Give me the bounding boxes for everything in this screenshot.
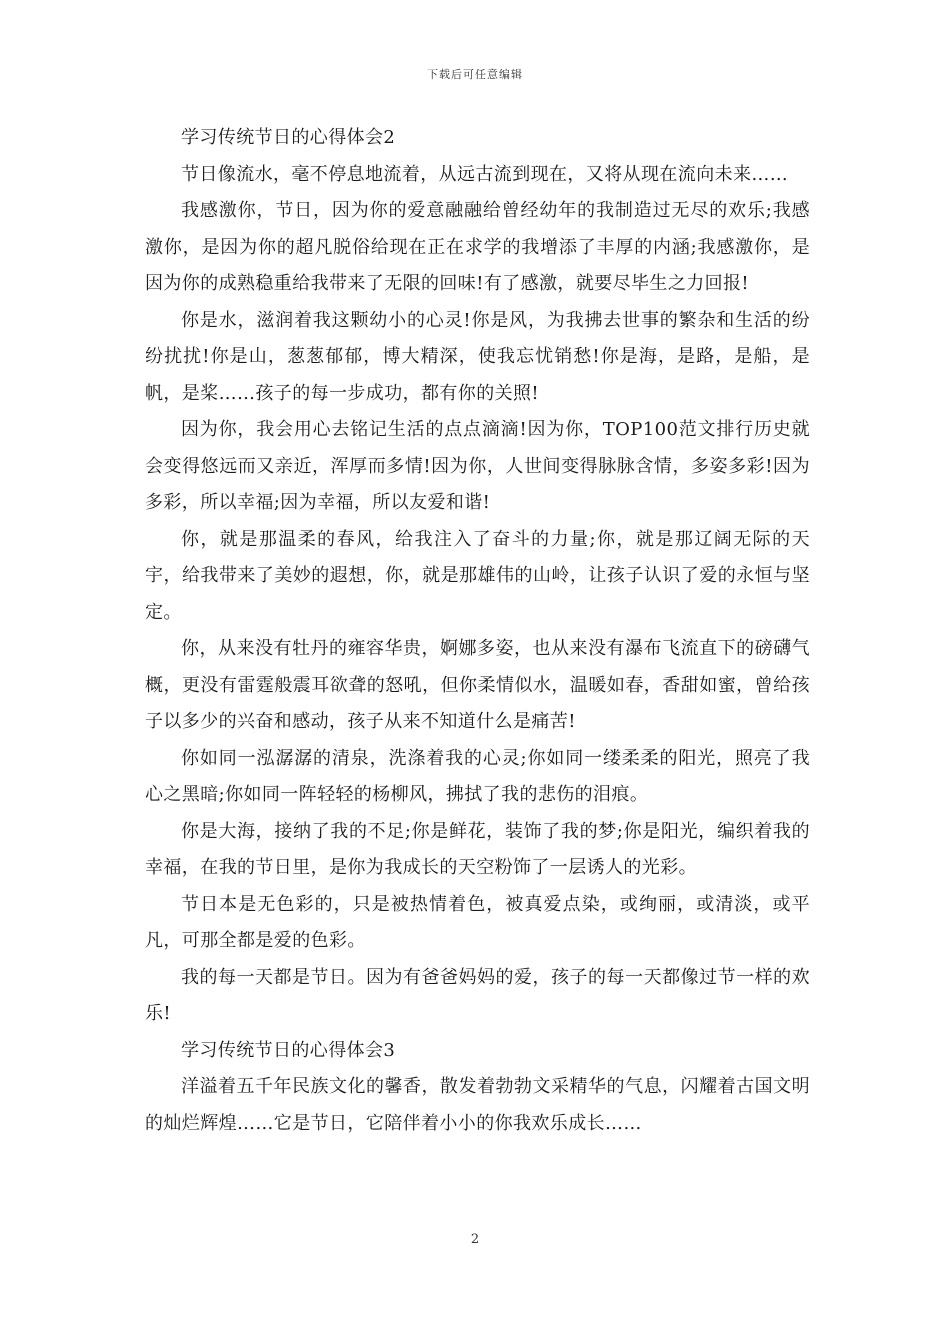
- paragraph: 我感激你，节日，因为你的爱意融融给曾经幼年的我制造过无尽的欢乐;我感激你，是因为你的超凡脱俗给现在正在求学的我增添了丰厚的内涵;我感激你，是因为你的成熟稳重给我带来了无限的回味!有了感激，就要尽毕生之力回报!: [145, 200, 810, 294]
- paragraph: 你如同一泓潺潺的清泉，洗涤着我的心灵;你如同一缕柔柔的阳光，照亮了我心之黑暗;你如同一阵轻轻的杨柳风，拂拭了我的悲伤的泪痕。: [145, 747, 810, 805]
- paragraph: 你是水，滋润着我这颗幼小的心灵!你是风，为我拂去世事的繁杂和生活的纷纷扰扰!你是山，葱葱郁郁，博大精深，使我忘忧销愁!你是海，是路，是船，是帆，是桨……孩子的每一步成功，都有你的关照!: [145, 309, 810, 404]
- paragraph: 节日像流水，毫不停息地流着，从远古流到现在，又将从现在流向未来……: [181, 163, 789, 185]
- section-title: 学习传统节日的心得体会3: [181, 1039, 396, 1061]
- paragraph: 你，从来没有牡丹的雍容华贵，婀娜多姿，也从来没有瀑布飞流直下的磅礴气概，更没有雷霆般震耳欲聋的怒吼，但你柔情似水，温暖如春，香甜如蜜，曾给孩子以多少的兴奋和感动，孩子从来不知道什么是痛苦!: [145, 638, 810, 732]
- document-body: [145, 120, 810, 1142]
- paragraph: 我的每一天都是节日。因为有爸爸妈妈的爱，孩子的每一天都像过节一样的欢乐!: [145, 966, 810, 1024]
- section-title: 学习传统节日的心得体会2: [181, 127, 396, 148]
- paragraph: 节日本是无色彩的，只是被热情着色，被真爱点染，或绚丽，或清淡，或平凡，可那全都是爱的色彩。: [145, 893, 810, 951]
- paragraph: 你，就是那温柔的春风，给我注入了奋斗的力量;你，就是那辽阔无际的天宇，给我带来了美妙的遐想，你，就是那雄伟的山岭，让孩子认识了爱的永恒与坚定。: [145, 528, 810, 623]
- paragraph: 你是大海，接纳了我的不足;你是鲜花，装饰了我的梦;你是阳光，编织着我的幸福，在我的节日里，是你为我成长的天空粉饰了一层诱人的光彩。: [145, 820, 810, 878]
- header-note: 下载后可任意编辑: [427, 68, 523, 81]
- page-number: 2: [470, 1232, 480, 1247]
- paragraph: 洋溢着五千年民族文化的馨香，散发着勃勃文采精华的气息，闪耀着古国文明的灿烂辉煌……它是节日，它陪伴着小小的你我欢乐成长……: [145, 1076, 810, 1134]
- paragraph: 因为你，我会用心去铭记生活的点点滴滴!因为你，TOP100范文排行历史就会变得悠远而又亲近，浑厚而多情!因为你，人世间变得脉脉含情，多姿多彩!因为多彩，所以幸福;因为幸福，所以友爱和谐!: [145, 419, 810, 513]
